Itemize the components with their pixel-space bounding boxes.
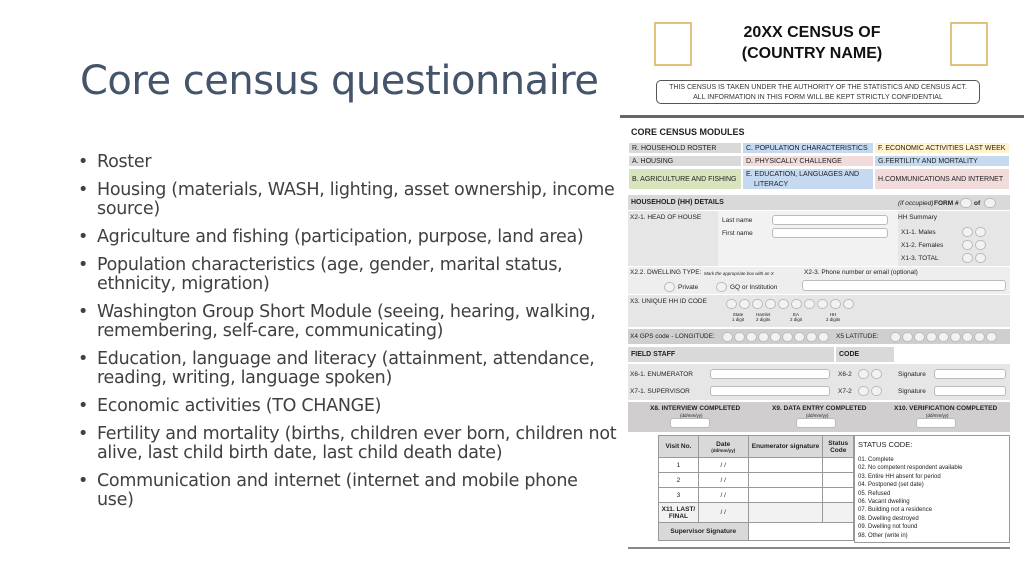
entry-box xyxy=(726,299,737,309)
entry-box xyxy=(765,299,776,309)
bullet-item: • Education, language and literacy (attainment, attendance, reading, writing, language spoken) xyxy=(78,350,618,388)
bullet-item: • Washington Group Short Module (seeing, hearing, walking, remembering, self-care, communicating) xyxy=(78,303,618,341)
entry-box xyxy=(722,332,733,342)
first-name-field xyxy=(772,228,888,238)
form-of-box xyxy=(984,198,996,208)
entry-box xyxy=(938,332,949,342)
entry-box xyxy=(974,332,985,342)
entry-box xyxy=(791,299,802,309)
census-title: 20XX CENSUS OF (COUNTRY NAME) xyxy=(741,24,883,62)
entry-box xyxy=(806,332,817,342)
module-h: H.COMMUNICATIONS AND INTERNET xyxy=(874,168,1010,190)
module-r: R. HOUSEHOLD ROSTER xyxy=(628,142,742,154)
module-c: C. POPULATION CHARACTERISTICS xyxy=(742,142,874,154)
entry-box xyxy=(778,299,789,309)
bullet-item: • Agriculture and fishing (participation, purpose, land area) xyxy=(78,228,618,247)
bullet-item: • Housing (materials, WASH, lighting, asset ownership, income source) xyxy=(78,181,618,219)
bullet-list xyxy=(78,153,618,519)
modules-title: CORE CENSUS MODULES xyxy=(631,127,745,137)
entry-box xyxy=(752,299,763,309)
entry-box xyxy=(758,332,769,342)
entry-box xyxy=(890,332,901,342)
field-staff-header: FIELD STAFF xyxy=(628,347,834,362)
entry-box xyxy=(794,332,805,342)
bullet-item: • Population characteristics (age, gender, marital status, ethnicity, migration) xyxy=(78,256,618,294)
entry-box xyxy=(734,332,745,342)
form-no-box xyxy=(960,198,972,208)
entry-box xyxy=(843,299,854,309)
entry-box xyxy=(986,332,997,342)
bullet-item: • Roster xyxy=(78,153,618,172)
last-name-field xyxy=(772,215,888,225)
entry-box xyxy=(818,332,829,342)
entry-box xyxy=(804,299,815,309)
phone-field xyxy=(802,280,1006,291)
bullet-item: • Economic activities (TO CHANGE) xyxy=(78,397,618,416)
separator xyxy=(620,115,1024,118)
corner-box-right xyxy=(950,22,988,66)
entry-box xyxy=(817,299,828,309)
entry-box xyxy=(914,332,925,342)
module-b: B. AGRICULTURE AND FISHING xyxy=(628,168,742,190)
census-form-image: 20XX CENSUS OF (COUNTRY NAME) THIS CENSUS IS TAKEN UNDER THE AUTHORITY OF THE STATISTICS AND CENSUS ACT. ALL INFORMATION IN THIS FORM WILL BE KEPT STRICTLY CONFIDENTIAL CORE CENSUS MODULES R. HOUSEHOLD ROSTER C. POPULATION CHARACTERISTICS F. ECONOMIC ACTIVITIES LAST WEEK A. HOUSING D. PHYSICALLY CHALLENGE G.FERTILITY AND MORTALITY B. AGRICULTURE AND FISHING E. EDUCATION, LANGUAGES AND LITERACY H.COMMUNICATIONS AND INTERNET HOUSEHOLD (HH) DETAILS (if occupied) FORM # of X2-1. HEAD OF HOUSE Last name First name HH Summary X1-1. Males X1-2. Females X1-3. TOTAL X2.2. DWELLING TYPE: Mark the appropriate box with an X X2-3. Phone number or email (optional) Private GQ or Institution X3. UNIQUE HH ID CODE State 1 digit Hamlet 2 digits EA 2 digit HH 2 digits X4 GPS code - LONGITUDE: X5 LATITUDE: FIELD STAFF CODE X6-1. ENUMERATOR X6-2 Signature X7-1. SUPERVISOR X7-2 Signature X8. INTERVIEW COMPLETED (dd/mm/yy) X9. DATA ENTRY COMPLETED (dd/mm/yy) X10. VERIFICATION COMPLETED (dd/mm/yy) Visit No. Date (dd/mm/yy) Enumerator signature Status Code 1 / / 2 / / 3 / / X11. LAST/ FINAL / / Supervisor Signature STATUS CODE: 01. Complete 02. No competent respondent available 03. Entire HH absent for period 04. Postponed (set date) 05. Refused 06. Vacant dwelling 07. Building not a residence 08. Dwelling destroyed 09. Dwelling not found 98. Other (write in) xyxy=(620,0,1024,576)
slide-title: Core census questionnaire xyxy=(80,58,599,104)
status-code-list: 01. Complete 02. No competent respondent available 03. Entire HH absent for period 04. Postponed (set date) 05. Refused 06. Vacant dwelling 07. Building not a residence 08. Dwelling destroyed 09. Dwelling not found 98. Other (write in) xyxy=(858,457,963,539)
module-g: G.FERTILITY AND MORTALITY xyxy=(874,155,1010,167)
hh-header: HOUSEHOLD (HH) DETAILS xyxy=(628,195,1010,210)
entry-box xyxy=(830,299,841,309)
bullet-item: • Communication and internet (internet and mobile phone use) xyxy=(78,472,618,510)
entry-box xyxy=(926,332,937,342)
entry-box xyxy=(962,332,973,342)
authority-notice: THIS CENSUS IS TAKEN UNDER THE AUTHORITY OF THE STATISTICS AND CENSUS ACT. ALL INFORMATION IN THIS FORM WILL BE KEPT STRICTLY CONFIDENTIAL xyxy=(656,80,980,104)
entry-box xyxy=(739,299,750,309)
bullet-item: • Fertility and mortality (births, children ever born, children not alive, last child birth date, last child death date) xyxy=(78,425,618,463)
module-a: A. HOUSING xyxy=(628,155,742,167)
corner-box-left xyxy=(654,22,692,66)
entry-box xyxy=(902,332,913,342)
module-f: F. ECONOMIC ACTIVITIES LAST WEEK xyxy=(874,142,1010,154)
entry-box xyxy=(746,332,757,342)
entry-box xyxy=(782,332,793,342)
entry-box xyxy=(950,332,961,342)
module-d: D. PHYSICALLY CHALLENGE xyxy=(742,155,874,167)
module-e: E. EDUCATION, LANGUAGES AND LITERACY xyxy=(742,168,874,190)
entry-box xyxy=(770,332,781,342)
visit-table: Visit No. Date (dd/mm/yy) Enumerator signature Status Code 1 / / 2 / / 3 / / X11. LAST/ FINAL / / Supervisor Signature xyxy=(658,435,854,541)
